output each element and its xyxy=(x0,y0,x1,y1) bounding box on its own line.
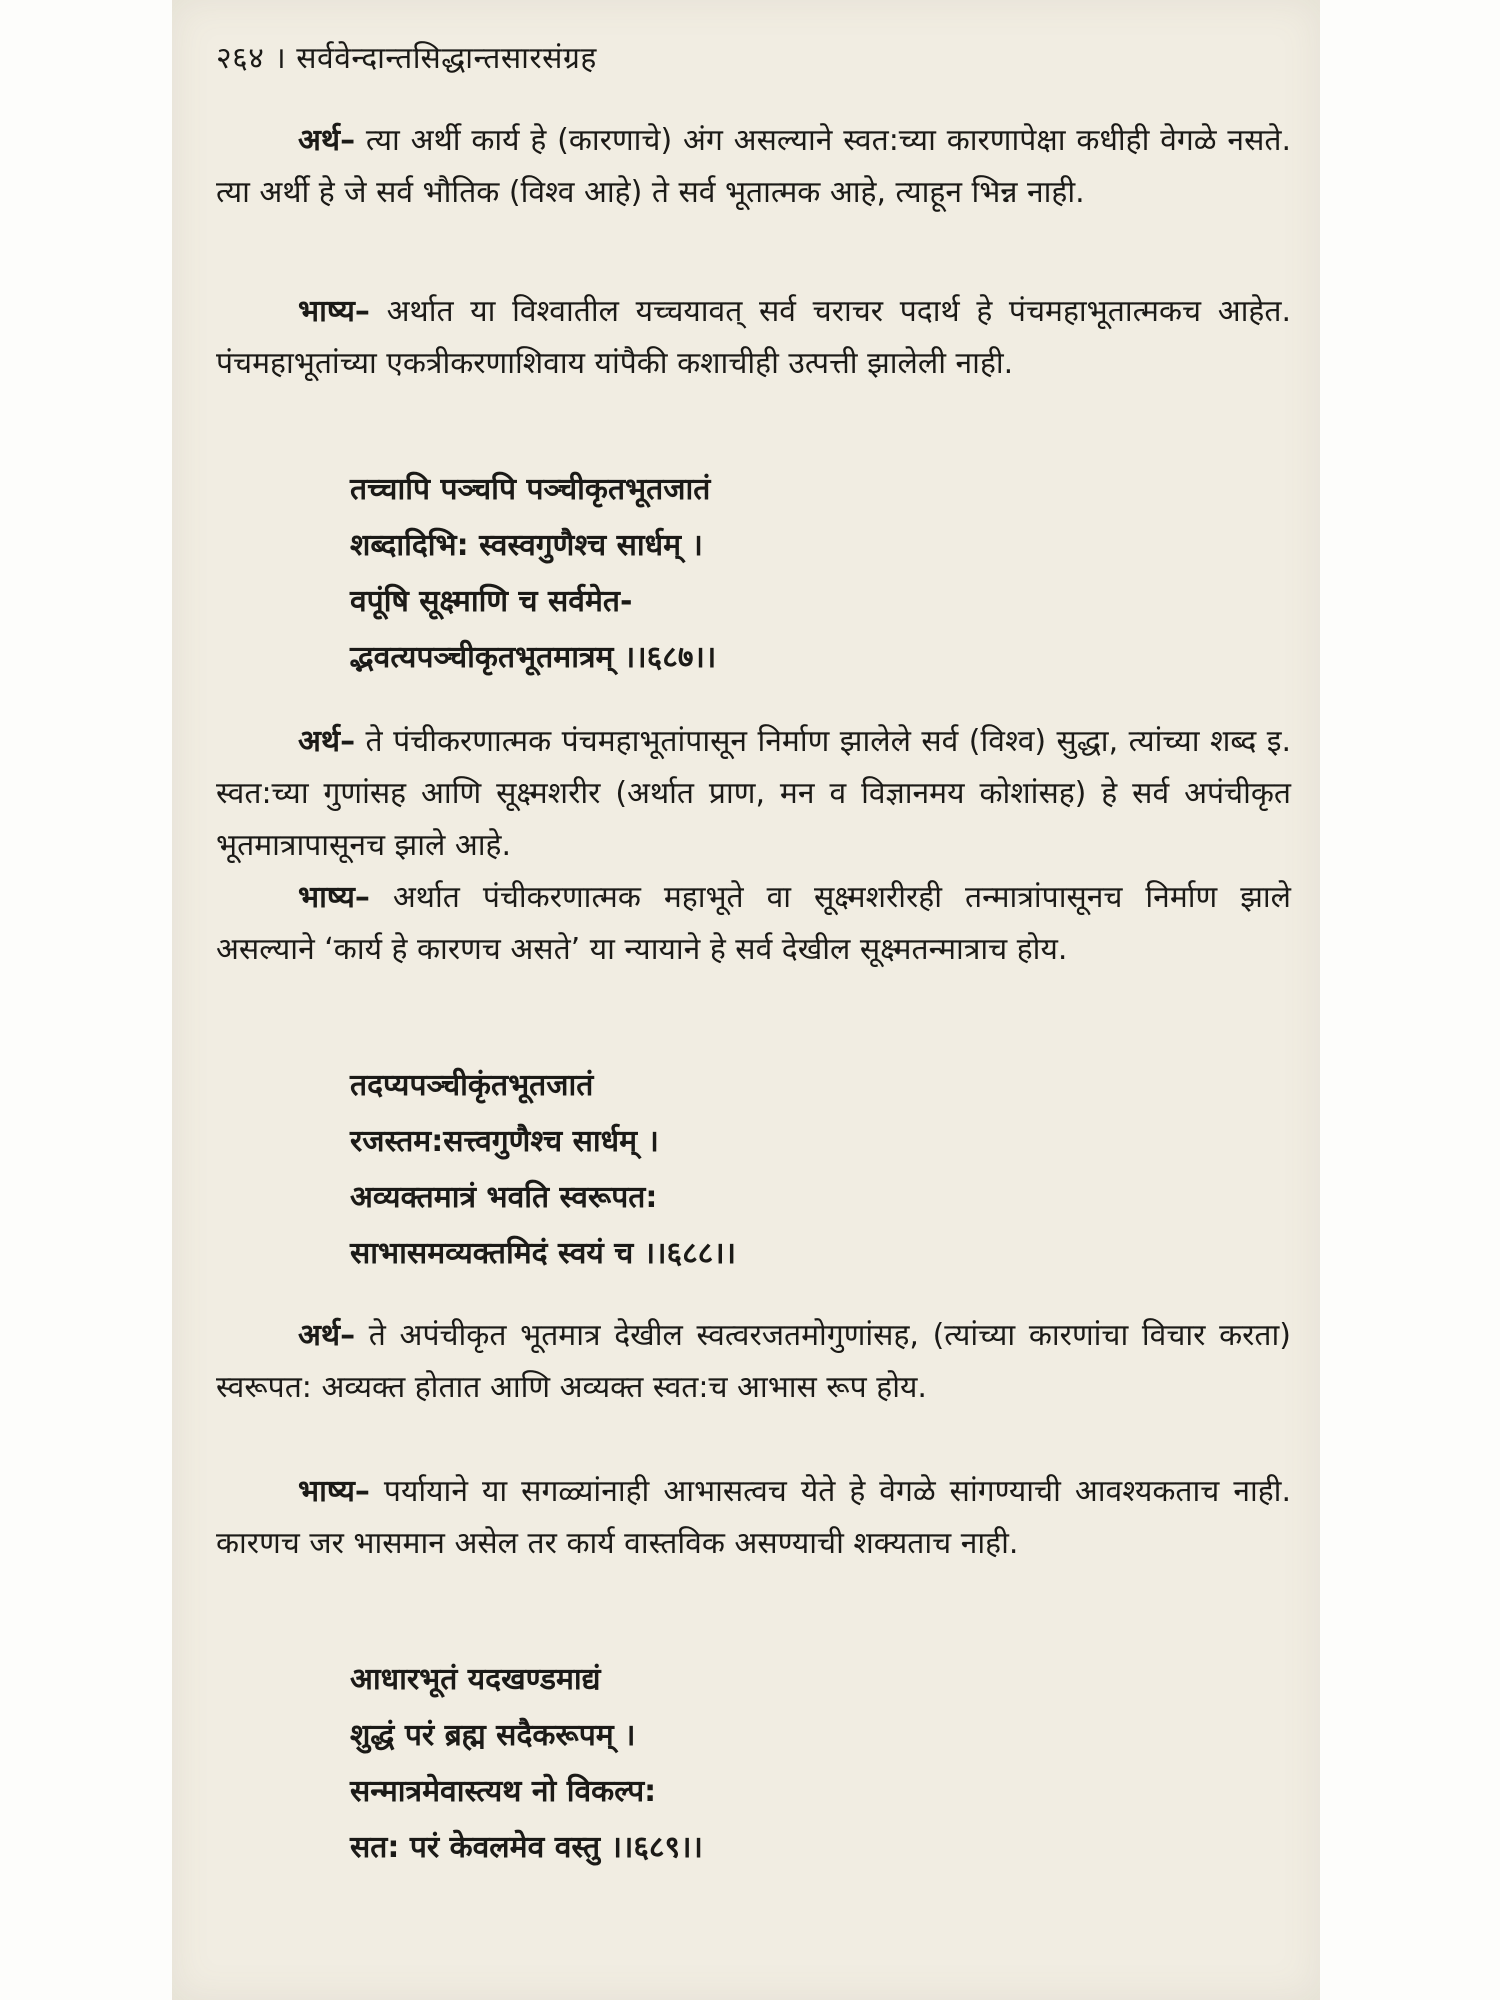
verse-line: द्भवत्यपञ्चीकृतभूतमात्रम् ।।६८७।। xyxy=(350,640,717,675)
bhashya-label: भाष्य– xyxy=(298,880,370,915)
verse-687 xyxy=(350,462,716,686)
bhashya-text: अर्थात या विश्वातील यच्चयावत् सर्व चराचर पदार्थ हे पंचमहाभूतात्मकच आहेत. पंचमहाभूतांच्या एकत्रीकरणाशिवाय यांपैकी कशाचीही उत्पत्ती झालेली नाही. xyxy=(216,294,1291,381)
artha-text: ते पंचीकरणात्मक पंचमहाभूतांपासून निर्माण झालेले सर्व (विश्व) सुद्धा, त्यांच्या शब्द इ. स्वत:च्या गुणांसह आणि सूक्ष्मशरीर (अर्थात प्राण, मन व विज्ञानमय कोशांसह) हे सर्व अपंचीकृत भूतमात्रापासूनच झाले आहे. xyxy=(216,724,1291,863)
verse-line: तच्चापि पञ्चपि पञ्चीकृतभूतजातं xyxy=(350,472,711,507)
bhashya-label: भाष्य– xyxy=(298,294,370,329)
verse-688 xyxy=(350,1058,736,1282)
page-header xyxy=(216,36,597,77)
artha-text: त्या अर्थी कार्य हे (कारणाचे) अंग असल्याने स्वत:च्या कारणापेक्षा कधीही वेगळे नसते. त्या अर्थी हे जे सर्व भौतिक (विश्व आहे) ते सर्व भूतात्मक आहे, त्याहून भिन्न नाही. xyxy=(216,123,1291,210)
verse-line: सन्मात्रमेवास्त्यथ नो विकल्प: xyxy=(350,1774,657,1809)
verse-line: साभासमव्यक्तमिदं स्वयं च ।।६८८।। xyxy=(350,1236,737,1271)
verse-689 xyxy=(350,1652,703,1876)
artha-label: अर्थ– xyxy=(298,724,356,759)
artha-label: अर्थ– xyxy=(298,1318,356,1353)
bhashya-label: भाष्य– xyxy=(298,1474,370,1509)
bhashya-paragraph-3 xyxy=(216,1466,1291,1570)
artha-paragraph-1 xyxy=(216,115,1291,219)
artha-paragraph-3 xyxy=(216,1310,1291,1414)
book-page xyxy=(172,0,1320,2000)
verse-line: आधारभूतं यदखण्डमाद्यं xyxy=(350,1662,601,1697)
verse-line: शब्दादिभि: स्वस्वगुणैश्च सार्धम् । xyxy=(350,528,703,563)
header-separator: । xyxy=(274,41,287,76)
verse-line: शुद्धं परं ब्रह्म सदैकरूपम् । xyxy=(350,1718,636,1753)
artha-text: ते अपंचीकृत भूतमात्र देखील स्वत्वरजतमोगुणांसह, (त्यांच्या कारणांचा विचार करता) स्वरूपत: अव्यक्त होतात आणि अव्यक्त स्वत:च आभास रूप होय. xyxy=(216,1318,1291,1405)
artha-paragraph-2 xyxy=(216,716,1291,872)
verse-line: रजस्तम:सत्त्वगुणैश्च सार्धम् । xyxy=(350,1124,659,1159)
page-number: २६४ xyxy=(216,41,265,76)
verse-line: अव्यक्तमात्रं भवति स्वरूपत: xyxy=(350,1180,658,1215)
artha-label: अर्थ– xyxy=(298,123,356,158)
bhashya-paragraph-1 xyxy=(216,286,1291,390)
book-title: सर्ववेन्दान्तसिद्धान्तसारसंग्रह xyxy=(296,41,597,76)
verse-line: तदप्यपञ्चीकृंतभूतजातं xyxy=(350,1068,594,1103)
bhashya-text: अर्थात पंचीकरणात्मक महाभूते वा सूक्ष्मशरीरही तन्मात्रांपासूनच निर्माण झाले असल्याने ‘कार्य हे कारणच असते’ या न्यायाने हे सर्व देखील सूक्ष्मतन्मात्राच होय. xyxy=(216,880,1291,967)
verse-line: सत: परं केवलमेव वस्तु ।।६८९।। xyxy=(350,1830,703,1865)
verse-line: वपूंषि सूक्ष्माणि च सर्वमेत- xyxy=(350,584,633,619)
bhashya-paragraph-2 xyxy=(216,872,1291,976)
bhashya-text: पर्यायाने या सगळ्यांनाही आभासत्वच येते हे वेगळे सांगण्याची आवश्यकताच नाही. कारणच जर भासमान असेल तर कार्य वास्तविक असण्याची शक्यताच नाही. xyxy=(216,1474,1291,1561)
